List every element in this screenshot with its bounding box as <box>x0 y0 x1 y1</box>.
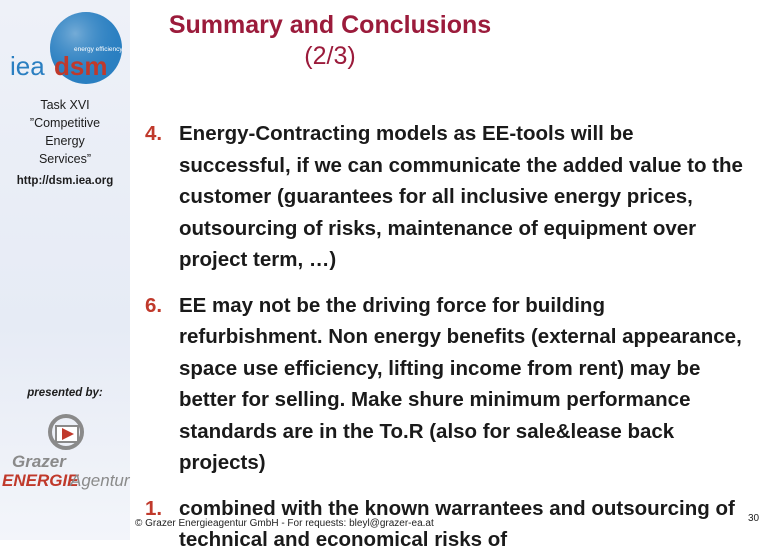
iea-dsm-logo <box>8 8 126 88</box>
slide-title <box>140 10 520 72</box>
agency-name-energie: ENERGIE <box>2 471 79 490</box>
item-text: combined with the known warrantees and outsourcing of technical and economical risks of <box>179 496 735 551</box>
item-number: 6. <box>145 293 163 317</box>
item-text: EE may not be the driving force for building refurbishment. Non energy benefits (external appearance, space use efficiency, lifting income from rent) may be better for selling. Make shure minimum performance standards are in the To.R (also for sale&lease back projects) <box>179 293 742 474</box>
slide-title-line1: Summary and Conclusions <box>168 11 492 39</box>
page-number: 30 <box>748 513 760 524</box>
list-item <box>145 118 745 276</box>
sidebar-panel <box>0 0 130 540</box>
agency-name-line1: Grazer <box>12 452 66 471</box>
logo-small-text: energy efficiency <box>74 46 123 53</box>
item-number: 1. <box>145 496 163 520</box>
footer-copyright: © Grazer Energieagentur GmbH - For requests: bleyl@grazer-ea.at <box>135 518 434 529</box>
website-link[interactable]: http://dsm.iea.org <box>16 175 114 187</box>
task-line: Energy <box>45 134 85 148</box>
presented-by-label: presented by: <box>27 387 103 399</box>
task-line: ”Competitive <box>29 116 101 130</box>
task-line: Task XVI <box>40 98 90 112</box>
logo-dsm-text: dsm <box>54 51 108 81</box>
agency-name-agentur: Agentur <box>70 471 130 490</box>
logo-iea-text: iea <box>10 51 45 81</box>
item-text: Energy-Contracting models as EE-tools will be successful, if we can communicate the added value to the customer (guarantees for all inclusive energy prices, outsourcing of risks, maintenance of equipment over project term, …) <box>179 122 743 271</box>
task-line: Services” <box>38 152 92 166</box>
task-description <box>0 96 130 190</box>
item-number: 4. <box>145 122 163 145</box>
conclusion-list <box>145 118 745 556</box>
grazer-energieagentur-logo <box>0 412 132 492</box>
slide-title-line2: (2/3) <box>304 42 356 70</box>
list-item <box>145 290 745 479</box>
